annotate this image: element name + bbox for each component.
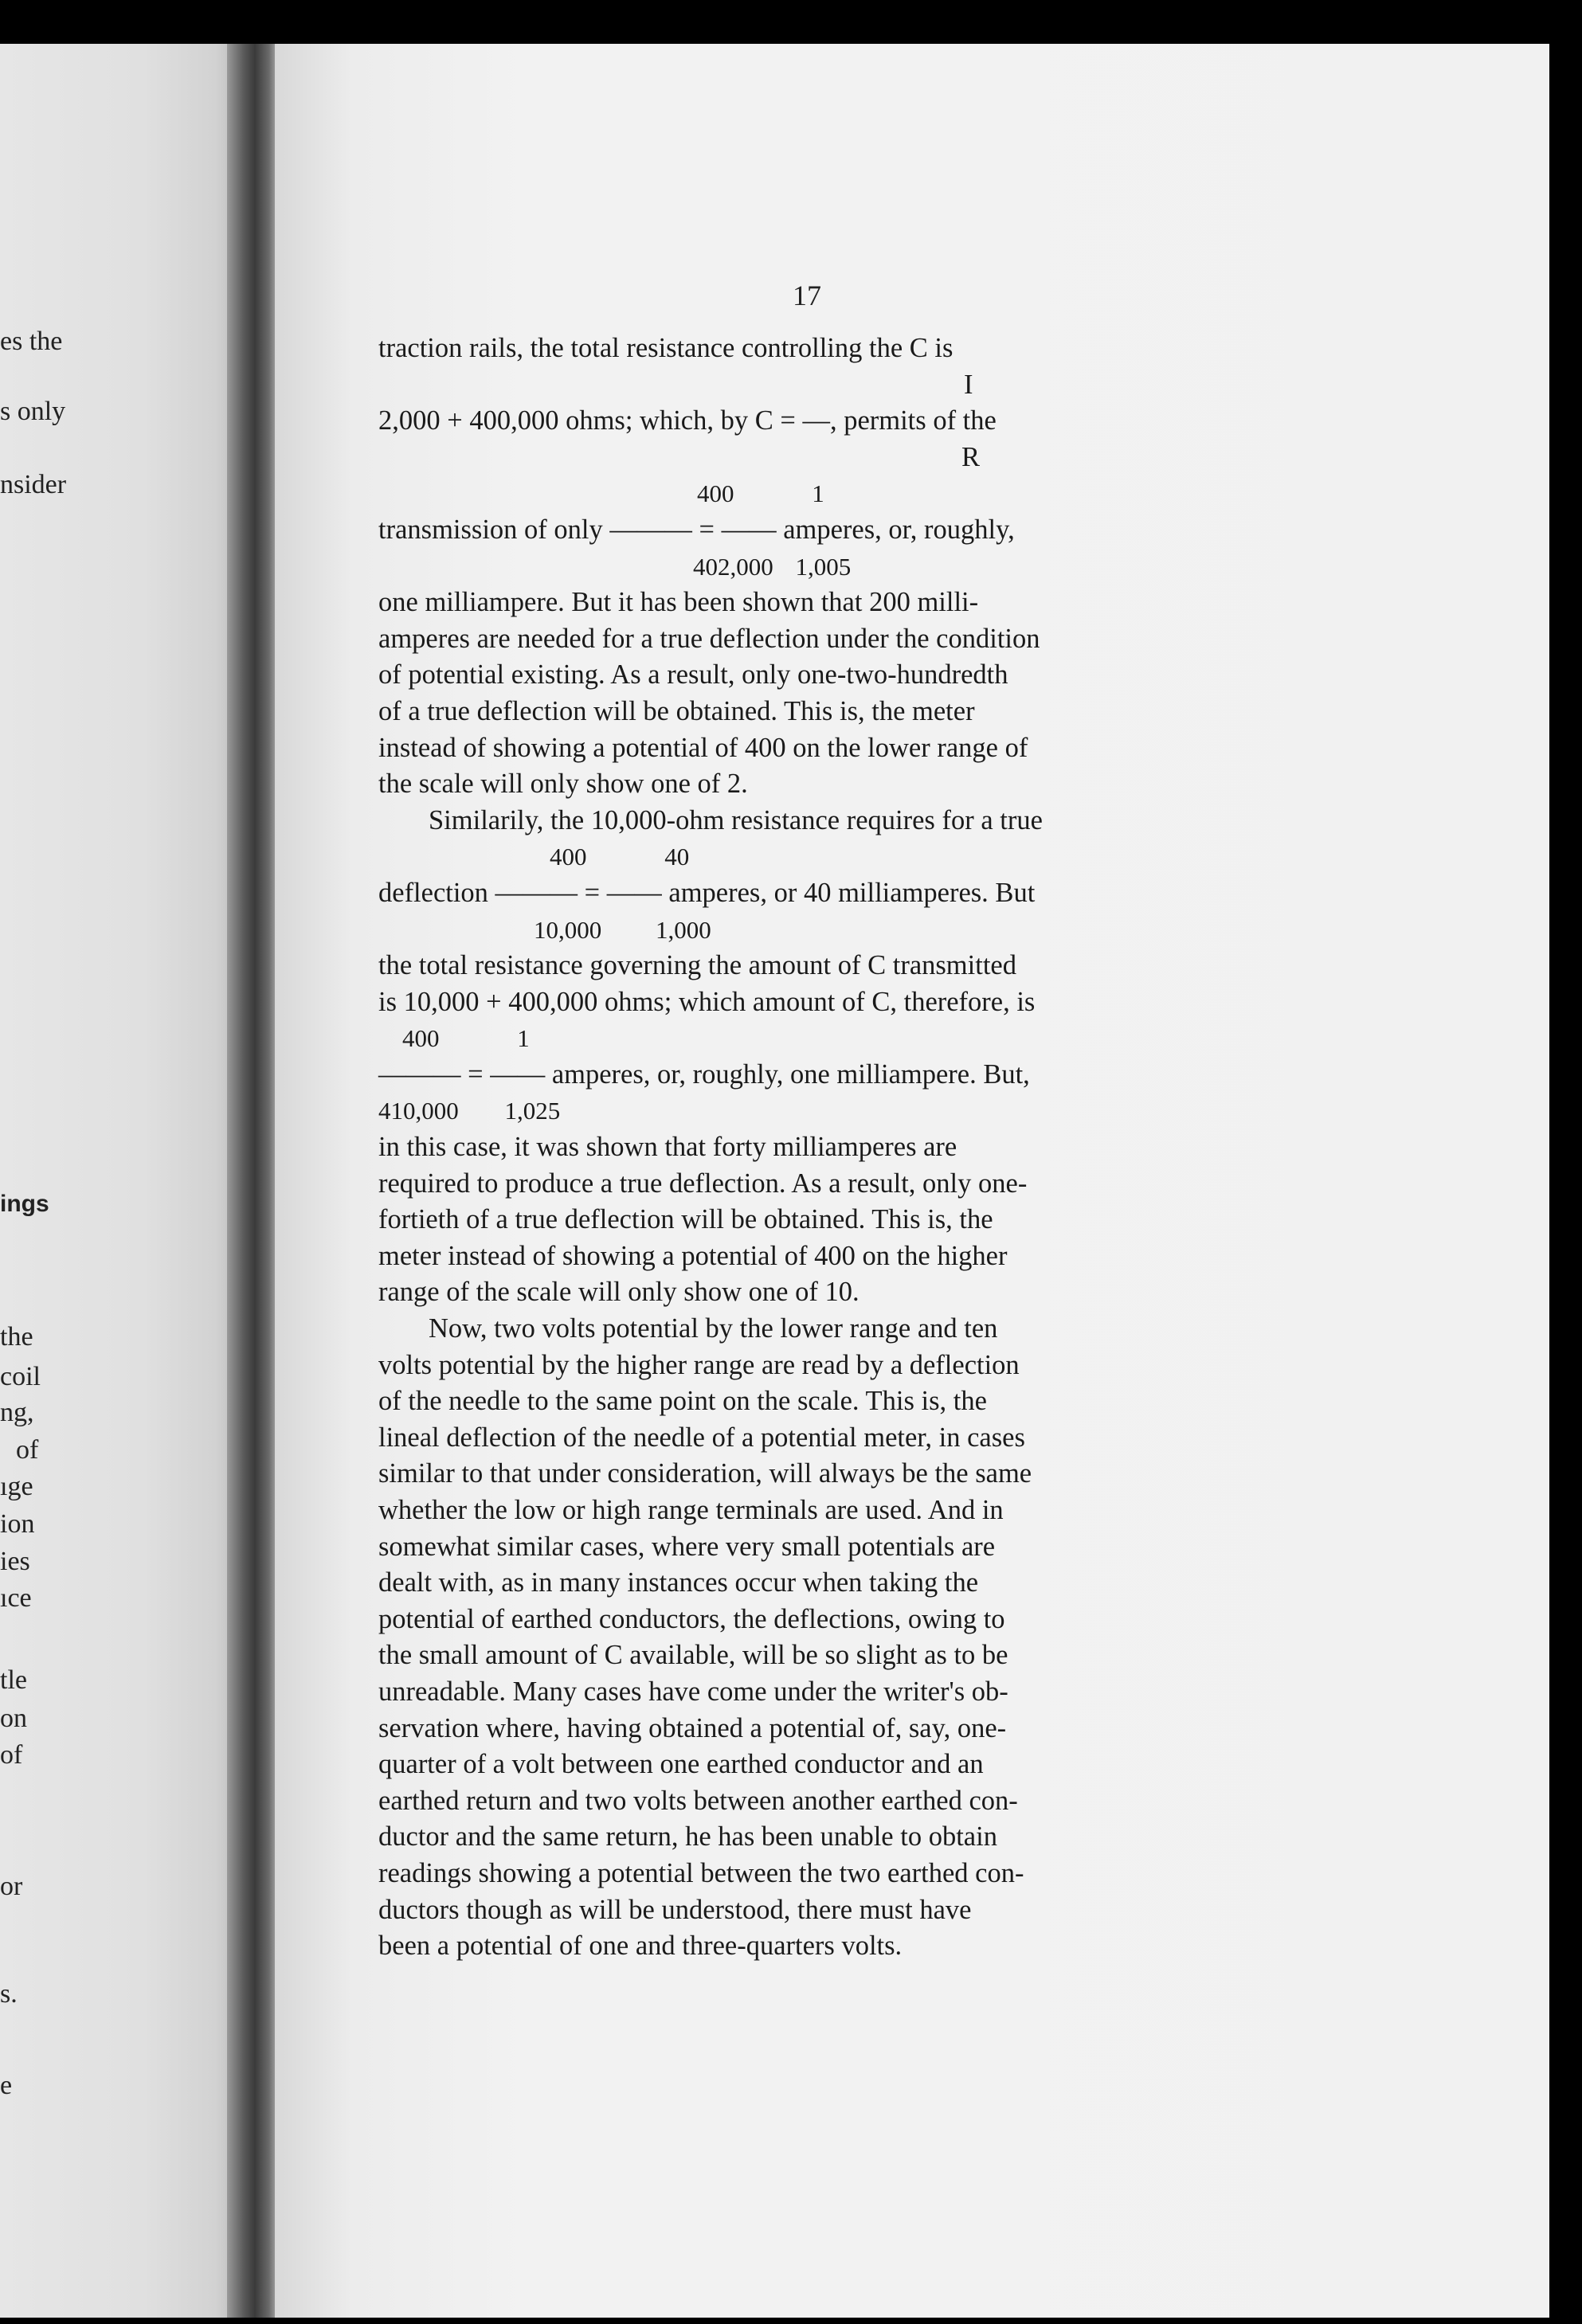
left-page-fragment: e	[0, 2071, 13, 2100]
left-page-edge	[0, 44, 239, 2318]
text-line: servation where, having obtained a potential of, say, one-	[378, 1712, 1007, 1743]
text-line: ——— = —— amperes, or, roughly, one milliampere. But,	[378, 1058, 1030, 1090]
text-line: fortieth of a true deflection will be obtained. This is, the	[378, 1204, 993, 1235]
left-page-fragment: nsider	[0, 470, 67, 499]
text-line: whether the low or high range terminals are used. And in	[378, 1495, 1004, 1525]
left-page-fragment: es the	[0, 327, 63, 356]
text-line: dealt with, as in many instances occur when taking the	[378, 1567, 979, 1598]
text-line: earthed return and two volts between another earthed con-	[378, 1785, 1018, 1816]
text-line: the scale will only show one of 2.	[378, 769, 748, 800]
left-page-fragment: ıce	[0, 1583, 32, 1613]
text-line: is 10,000 + 400,000 ohms; which amount of C, therefore, is	[378, 986, 1036, 1017]
text-line: 402,000 1,005	[693, 552, 852, 581]
text-line: the total resistance governing the amount of C transmitted	[378, 950, 1016, 981]
text-line: ductors though as will be understood, there must have	[378, 1894, 972, 1925]
text-line: required to produce a true deflection. As a result, only one-	[378, 1168, 1028, 1199]
text-line: ductor and the same return, he has been unable to obtain	[378, 1821, 997, 1853]
text-line: 400 40	[550, 843, 690, 871]
text-line: somewhat similar cases, where very small potentials are	[378, 1531, 996, 1562]
text-line: of the needle to the same point on the scale. This is, the	[378, 1386, 987, 1417]
text-line: Similarily, the 10,000-ohm resistance requires for a true	[429, 804, 1043, 835]
text-line: traction rails, the total resistance controlling the C is	[378, 333, 954, 363]
text-line: 10,000 1,000	[534, 915, 711, 944]
left-page-fragment: coil	[0, 1362, 41, 1391]
text-line: 2,000 + 400,000 ohms; which, by C = —, permits of the	[378, 405, 997, 436]
left-page-fragment: on	[0, 1704, 27, 1733]
text-line: transmission of only ——— = —— amperes, or, roughly,	[378, 514, 1015, 545]
text-line: volts potential by the higher range are read by a deflection	[378, 1349, 1020, 1380]
left-page-fragment: ion	[0, 1509, 35, 1539]
text-line: of potential existing. As a result, only one-two-hundredth	[378, 659, 1008, 691]
text-line: similar to that under consideration, will always be the same	[378, 1458, 1032, 1489]
left-page-fragment: of	[0, 1740, 23, 1770]
left-page-fragment: the	[0, 1322, 33, 1352]
text-line: range of the scale will only show one of 10.	[378, 1277, 860, 1308]
left-page-fragment: ings	[0, 1191, 49, 1217]
text-line: amperes are needed for a true deflection under the condition	[378, 623, 1040, 654]
text-line: one milliampere. But it has been shown that 200 milli-	[378, 587, 979, 618]
text-line: 400 1	[697, 479, 824, 508]
text-line: I	[964, 369, 973, 400]
text-line: 410,000 1,025	[378, 1097, 561, 1125]
left-page-fragment: ıge	[0, 1472, 33, 1501]
text-line: 400 1	[402, 1024, 530, 1053]
text-line: deflection ——— = —— amperes, or 40 milliamperes. But	[378, 877, 1036, 908]
text-line: in this case, it was shown that forty milliamperes are	[378, 1132, 957, 1163]
text-line: instead of showing a potential of 400 on the lower range of	[378, 732, 1028, 763]
text-line: been a potential of one and three-quarters volts.	[378, 1931, 903, 1962]
text-line: of a true deflection will be obtained. This is, the meter	[378, 695, 975, 726]
left-page-fragment: or	[0, 1872, 23, 1901]
text-line: potential of earthed conductors, the deflections, owing to	[378, 1603, 1005, 1634]
text-line: lineal deflection of the needle of a potential meter, in cases	[378, 1422, 1025, 1453]
left-page-fragment: ies	[0, 1547, 30, 1576]
left-page-fragment: s only	[0, 397, 66, 426]
text-line: meter instead of showing a potential of 400 on the higher	[378, 1240, 1008, 1271]
text-line: unreadable. Many cases have come under the writer's ob-	[378, 1676, 1008, 1707]
text-line: Now, two volts potential by the lower range and ten	[429, 1313, 998, 1344]
left-page-fragment: ng,	[0, 1398, 34, 1427]
text-line: R	[961, 441, 981, 472]
left-page-fragment: s.	[0, 1979, 18, 2009]
text-line: quarter of a volt between one earthed conductor and an	[378, 1749, 984, 1780]
page-text	[378, 331, 1239, 1965]
page-number: 17	[793, 280, 821, 311]
left-page-fragment: tle	[0, 1665, 27, 1695]
left-page-fragment: of	[16, 1435, 39, 1465]
text-line: readings showing a potential between the two earthed con-	[378, 1857, 1024, 1888]
text-line: the small amount of C available, will be so slight as to be	[378, 1640, 1008, 1671]
